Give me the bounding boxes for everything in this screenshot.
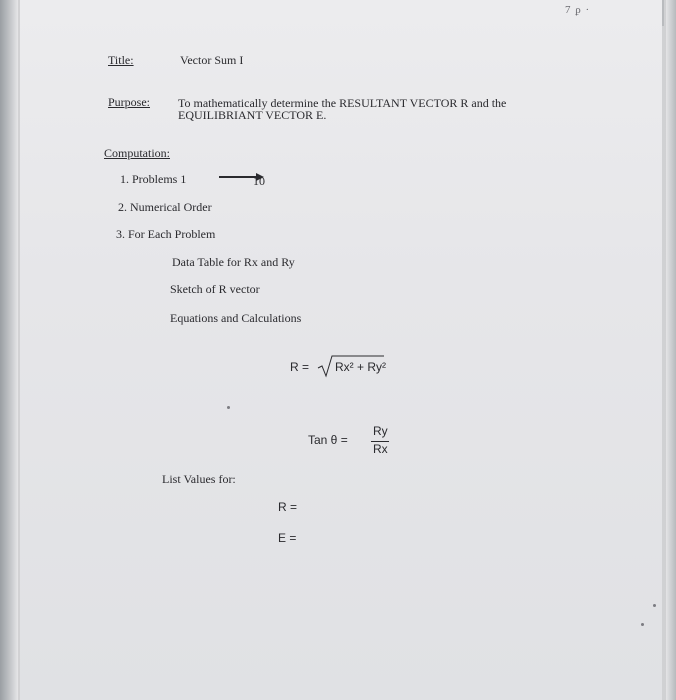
list-values-heading: List Values for: xyxy=(162,472,236,486)
step-1: 1. Problems 1 xyxy=(120,172,187,186)
paper-speck xyxy=(641,623,644,626)
sub-item-equations: Equations and Calculations xyxy=(170,311,302,325)
paper-speck xyxy=(653,604,656,607)
device-left-edge xyxy=(0,0,18,700)
tan-denominator: Rx xyxy=(373,442,388,456)
title-label: Title: xyxy=(108,53,134,67)
tan-formula-lhs: Tan θ = xyxy=(308,433,348,447)
purpose-line-1: To mathematically determine the RESULTANT VECTOR R and the xyxy=(178,96,507,110)
tan-numerator: Ry xyxy=(373,424,388,438)
worksheet-page xyxy=(20,0,662,700)
device-right-edge xyxy=(666,0,676,700)
paper-speck xyxy=(227,406,230,409)
corner-marks: 7 ϼ · xyxy=(565,4,591,16)
e-value-label: E = xyxy=(278,531,297,545)
sub-item-data-table: Data Table for Rx and Ry xyxy=(172,255,295,269)
step-2: 2. Numerical Order xyxy=(118,200,212,214)
r-value-label: R = xyxy=(278,500,298,514)
sub-item-sketch: Sketch of R vector xyxy=(170,282,260,296)
purpose-label: Purpose: xyxy=(108,95,150,109)
title-value: Vector Sum I xyxy=(180,53,244,67)
purpose-line-2: EQUILIBRIANT VECTOR E. xyxy=(178,108,327,122)
magnitude-formula-lhs: R = xyxy=(290,360,310,374)
step-1-end: 10 xyxy=(253,174,265,188)
computation-heading: Computation: xyxy=(104,146,170,160)
magnitude-radicand: Rx² + Ry² xyxy=(335,360,386,374)
step-3: 3. For Each Problem xyxy=(116,227,216,241)
